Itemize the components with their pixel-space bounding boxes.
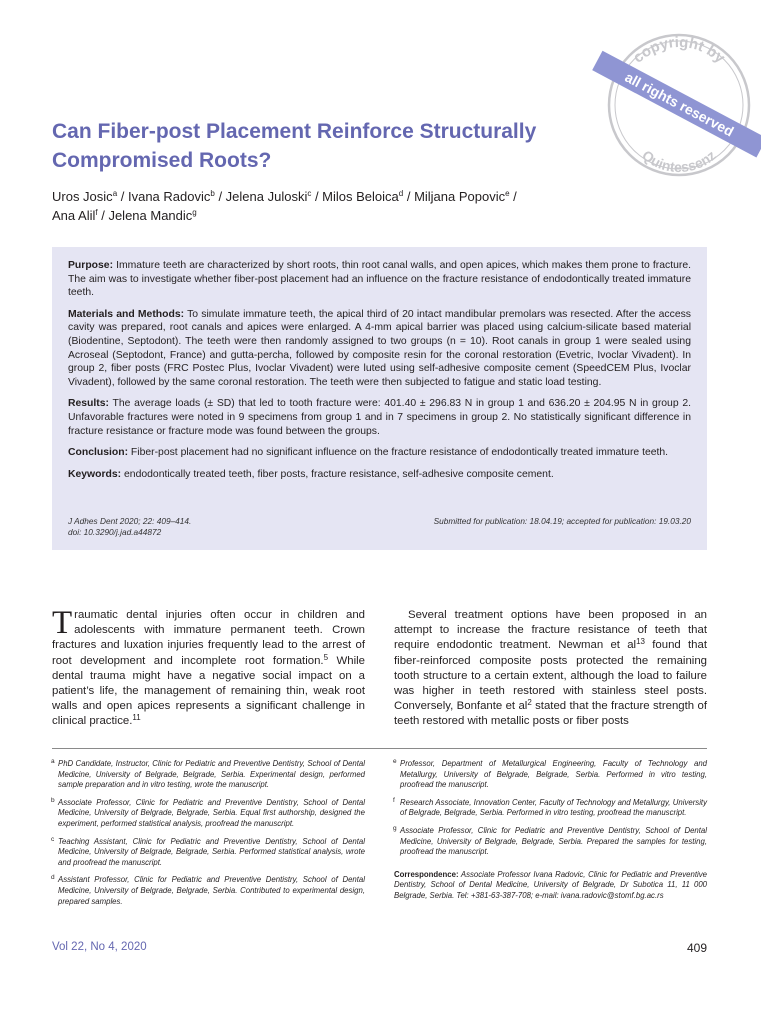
abstract-box <box>52 247 707 550</box>
citation-block <box>68 516 691 538</box>
article-title: Can Fiber-post Placement Reinforce Structurally Compromised Roots? <box>52 120 537 172</box>
correspondence: Correspondence: Associate Professor Ivana Radovic, Clinic for Pediatric and Preventive Dentistry, School of Dental Medicine, University of Belgrade, Dr Subotica 11, 11 000 Belgrade, Serbia. Tel: +381-63-387-708; e-mail: ivana.radovic@stomf.bg.ac.rs <box>394 869 707 900</box>
page-number: 409 <box>686 941 707 955</box>
drop-cap: T <box>52 605 73 641</box>
author: Jelena Mandic$^g$ <box>108 208 197 223</box>
svg-text:copyright by <box>630 34 729 67</box>
footnote: f Research Associate, Innovation Center, Faculty of Technology and Metallurgy, University of Belgrade, Belgrade, Serbia. Performed in vitro testing, proofread the manuscript. <box>393 796 707 818</box>
issue-info: Vol 22, No 4, 2020 <box>52 941 147 953</box>
body-column-left: Traumatic dental injuries often occur in children and adolescents with immature permanent teeth. Crown fractures and luxation injuries frequently lead to the arrest of root development and incomplete root formation.$^5$ While dental trauma might have a negative social impact on a patient’s life, the management of remaining thin, weak root walls and open apices represents a significant challenge in clinical practice.$^{11}$ <box>52 605 365 728</box>
footnote: g Associate Professor, Clinic for Pediatric and Preventive Dentistry, School of Dental Medicine, University of Belgrade, Belgrade, Serbia. Prepared the samples for testing, proofread the manuscript. <box>393 824 707 857</box>
author: Jelena Juloski$^c$ / <box>225 189 323 204</box>
footnotes-left <box>52 759 365 914</box>
author-list <box>52 187 612 225</box>
reference-mark: 13 <box>636 637 645 647</box>
doi: doi: 10.3290/j.jad.a44872 <box>68 527 162 537</box>
journal-reference: J Adhes Dent 2020; 22: 409–414. <box>68 516 192 526</box>
footnote: b Associate Professor, Clinic for Pediatric and Preventive Dentistry, School of Dental Medicine, University of Belgrade, Belgrade, Serbia. Equal first authorship, designed the experiment, performed statistical analysis, proofread the manuscript. <box>51 796 365 828</box>
author: Ivana Radovic$^b$ / <box>127 189 226 204</box>
reference-mark: 11 <box>132 713 141 723</box>
footnote: d Assistant Professor, Clinic for Pediatric and Preventive Dentistry, School of Dental Medicine, University of Belgrade, Belgrade, Serbia. Contributed to experimental design, prepared samples. <box>51 874 365 906</box>
author: Miljana Popovic$^e$ / <box>414 189 517 204</box>
abstract-keywords: Keywords: endodontically treated teeth, fiber posts, fracture resistance, self-adhesive composite cement. <box>68 468 554 480</box>
body-column-right: Several treatment options have been proposed in an attempt to increase the fracture resistance of teeth that require endodontic treatment. Newman et $al^{13}$ found that fiber-reinforced composite posts protected the remaining tooth structure to a certain extent, although the load to failure was higher in teeth restored with stainless steel posts. Conversely, Bonfante et $al^2$ stated that the fracture strength of teeth restored with metallic posts or fiber posts <box>394 609 708 728</box>
stamp-band-text: all rights reserved <box>622 68 737 140</box>
stamp-top-text: copyright by <box>629 33 729 67</box>
author: Ana Alil$^f$ / <box>52 208 109 223</box>
copyright-stamp <box>576 25 761 185</box>
submission-dates: Submitted for publication: 18.04.19; accepted for publication: 19.03.20 <box>433 516 691 526</box>
svg-text:Quintessenz <box>639 147 719 175</box>
abstract-purpose: Purpose: Immature teeth are characterized by short roots, thin root canal walls, and open apices, which makes them prone to fracture. The aim was to investigate whether fiber-post placement had an influence on the fracture resistance of endodontically treated immature teeth. <box>68 260 691 299</box>
author: Milos Beloica$^d$ / <box>322 189 415 204</box>
footnote: e Professor, Department of Metallurgical Engineering, Faculty of Technology and Metallurgy, University of Belgrade, Belgrade, Serbia. Performed in vitro testing, proofread the manuscript. <box>393 758 707 790</box>
stamp-bottom-text: Quintessenz <box>639 146 719 176</box>
author: Uros Josic$^a$ / <box>52 189 128 204</box>
abstract-conclusion: Conclusion: Fiber-post placement had no significant influence on the fracture resistance of endodontically treated immature teeth. <box>68 447 669 459</box>
footnote: a PhD Candidate, Instructor, Clinic for Pediatric and Preventive Dentistry, School of Dental Medicine, University of Belgrade, Belgrade, Serbia. Experimental design, performed sample preparation and in vitro testing, wrote the manuscript. <box>51 758 365 790</box>
footnote: c Teaching Assistant, Clinic for Pediatric and Preventive Dentistry, School of Dental Medicine, University of Belgrade, Belgrade, Serbia. Performed statistical analysis, wrote and proofread the manuscript. <box>51 835 365 867</box>
reference-mark: 5 <box>323 652 329 662</box>
footnotes-right <box>394 759 707 902</box>
abstract-methods: Materials and Methods: To simulate immature teeth, the apical third of 20 intact mandibular premolars was resected. After the access cavity was prepared, root canals and apices were enlarged. A 4-mm apical barrier was placed using calcium-silicate based material (Biodentine, Septodont). The teeth were then randomly assigned to two groups (n = 10). Root canals in group 1 were sealed using Acroseal (Septodont, France) and gutta-percha, followed by composite resin for the coronal restoration (Evetric, Ivoclar Vivadent). In group 2, fiber posts (FRC Postec Plus, Ivoclar Vivadent) were luted using self-adhesive composite cement (SpeedCEM Plus, Ivoclar Vivadent), followed by the same coronal restoration. The teeth were then subjected to fatigue and static load testing. <box>68 308 691 388</box>
abstract-results: Results: The average loads (± SD) that led to tooth fracture were: 401.40 ± 296.83 N in group 1 and 636.20 ± 204.95 N in group 2. Unfavorable fractures were noted in 9 specimens from group 1 and in 7 specimens in group 2. No statistically significant difference in fracture resistance or fracture mode was found between the groups. <box>68 398 691 437</box>
reference-mark: 2 <box>527 698 532 708</box>
footnote-divider <box>52 748 707 749</box>
